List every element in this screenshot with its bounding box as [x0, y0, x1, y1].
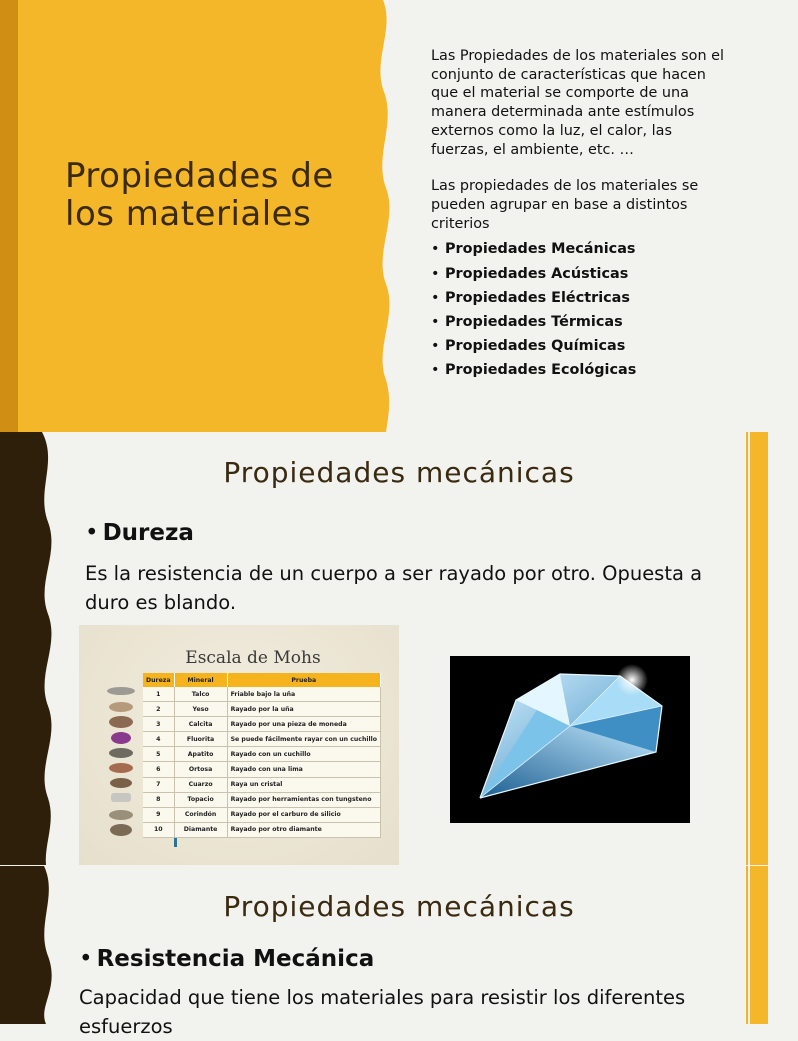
criteria-paragraph: Las propiedades de los materiales se pueden agrupar en base a distintos criterios [431, 178, 699, 232]
heading-label: Dureza [102, 520, 194, 546]
cell-mineral: Cuarzo [174, 777, 227, 792]
list-item [431, 286, 731, 310]
cell-prueba: Rayado con una lima [227, 762, 380, 777]
cell-mineral: Yeso [174, 702, 227, 717]
mineral-samples-icon [103, 685, 143, 845]
cell-dureza: 9 [143, 807, 174, 822]
resistencia-description: Capacidad que tiene los materiales para resistir los diferentes esfuerzos [79, 986, 686, 1038]
cell-dureza: 2 [143, 702, 174, 717]
intro-text-block [431, 47, 731, 383]
table-row [143, 717, 380, 732]
table-row [143, 747, 380, 762]
cell-dureza: 8 [143, 792, 174, 807]
cell-prueba: Rayado por herramientas con tungsteno [227, 792, 380, 807]
list-item-label: Propiedades Mecánicas [445, 241, 636, 258]
list-item [431, 237, 731, 261]
cell-mineral: Calcita [174, 717, 227, 732]
bullet-heading [79, 946, 374, 972]
slide-title: Propiedades mecánicas [223, 890, 575, 923]
bullet: • [431, 289, 440, 306]
cell-mineral: Corindón [174, 807, 227, 822]
slide-dureza [0, 432, 768, 865]
heading-label: Resistencia Mecánica [96, 946, 375, 972]
cell-mineral: Diamante [174, 822, 227, 837]
list-item [431, 310, 731, 334]
cell-prueba: Rayado por una pieza de moneda [227, 717, 380, 732]
column-header: Prueba [227, 673, 380, 687]
cell-dureza: 3 [143, 717, 174, 732]
slide-title: Propiedades mecánicas [223, 456, 575, 489]
mohs-title: Escala de Mohs [185, 648, 321, 668]
dark-wave-border [0, 432, 60, 865]
list-item-label: Propiedades Acústicas [445, 265, 629, 282]
table-row [143, 807, 380, 822]
bullet: • [431, 313, 440, 330]
cell-prueba: Rayado con un cuchillo [227, 747, 380, 762]
table-row [143, 777, 380, 792]
table-row [143, 792, 380, 807]
table-row [143, 822, 380, 837]
intro-paragraph: Las Propiedades de los materiales son el conjunto de características que hacen que el material se comporte de una manera determinada ante estímulos externos como la luz, el calor, las fuerzas, el ambiente, etc. … [431, 48, 725, 158]
slide-title: Propiedades de los materiales [65, 156, 334, 234]
cell-dureza: 5 [143, 747, 174, 762]
table-row [143, 702, 380, 717]
cell-prueba: Rayado por el carburo de silicio [227, 807, 380, 822]
list-item [431, 334, 731, 358]
bullet: • [431, 362, 440, 379]
table-row [143, 687, 380, 702]
table-row [143, 762, 380, 777]
cell-mineral: Apatito [174, 747, 227, 762]
cell-mineral: Talco [174, 687, 227, 702]
diamond-icon [450, 656, 690, 823]
cell-prueba: Se puede fácilmente rayar con un cuchillo [227, 732, 380, 747]
list-item [431, 358, 731, 382]
cell-dureza: 10 [143, 822, 174, 837]
cell-mineral: Ortosa [174, 762, 227, 777]
cell-prueba: Rayado por la uña [227, 702, 380, 717]
list-item-label: Propiedades Térmicas [445, 313, 623, 330]
list-item-label: Propiedades Eléctricas [445, 289, 630, 306]
slide-intro [0, 0, 768, 432]
cell-prueba: Rayado por otro diamante [227, 822, 380, 837]
dureza-description: Es la resistencia de un cuerpo a ser rayado por otro. Opuesta a duro es blando. [85, 562, 703, 614]
cell-prueba: Friable bajo la uña [227, 687, 380, 702]
bullet: • [79, 946, 93, 972]
bullet: • [431, 241, 440, 258]
mohs-table [143, 673, 381, 838]
cell-mineral: Fluorita [174, 732, 227, 747]
cell-dureza: 7 [143, 777, 174, 792]
cell-dureza: 4 [143, 732, 174, 747]
table-row [143, 732, 380, 747]
column-header: Dureza [143, 673, 174, 687]
accent-bar [750, 432, 768, 865]
slide-resistencia [0, 866, 768, 1038]
cell-dureza: 1 [143, 687, 174, 702]
list-item-label: Propiedades Químicas [445, 338, 626, 355]
mohs-scale-image [79, 625, 399, 865]
accent-line [746, 432, 748, 865]
cell-prueba: Raya un cristal [227, 777, 380, 792]
property-list [431, 237, 731, 382]
bullet-heading [85, 520, 194, 546]
diamond-image [450, 656, 690, 823]
list-item-label: Propiedades Ecológicas [445, 362, 637, 379]
cell-mineral: Topacio [174, 792, 227, 807]
list-item [431, 262, 731, 286]
bullet: • [85, 520, 99, 546]
column-header: Mineral [174, 673, 227, 687]
cell-dureza: 6 [143, 762, 174, 777]
bullet: • [431, 338, 440, 355]
bullet: • [431, 265, 440, 282]
